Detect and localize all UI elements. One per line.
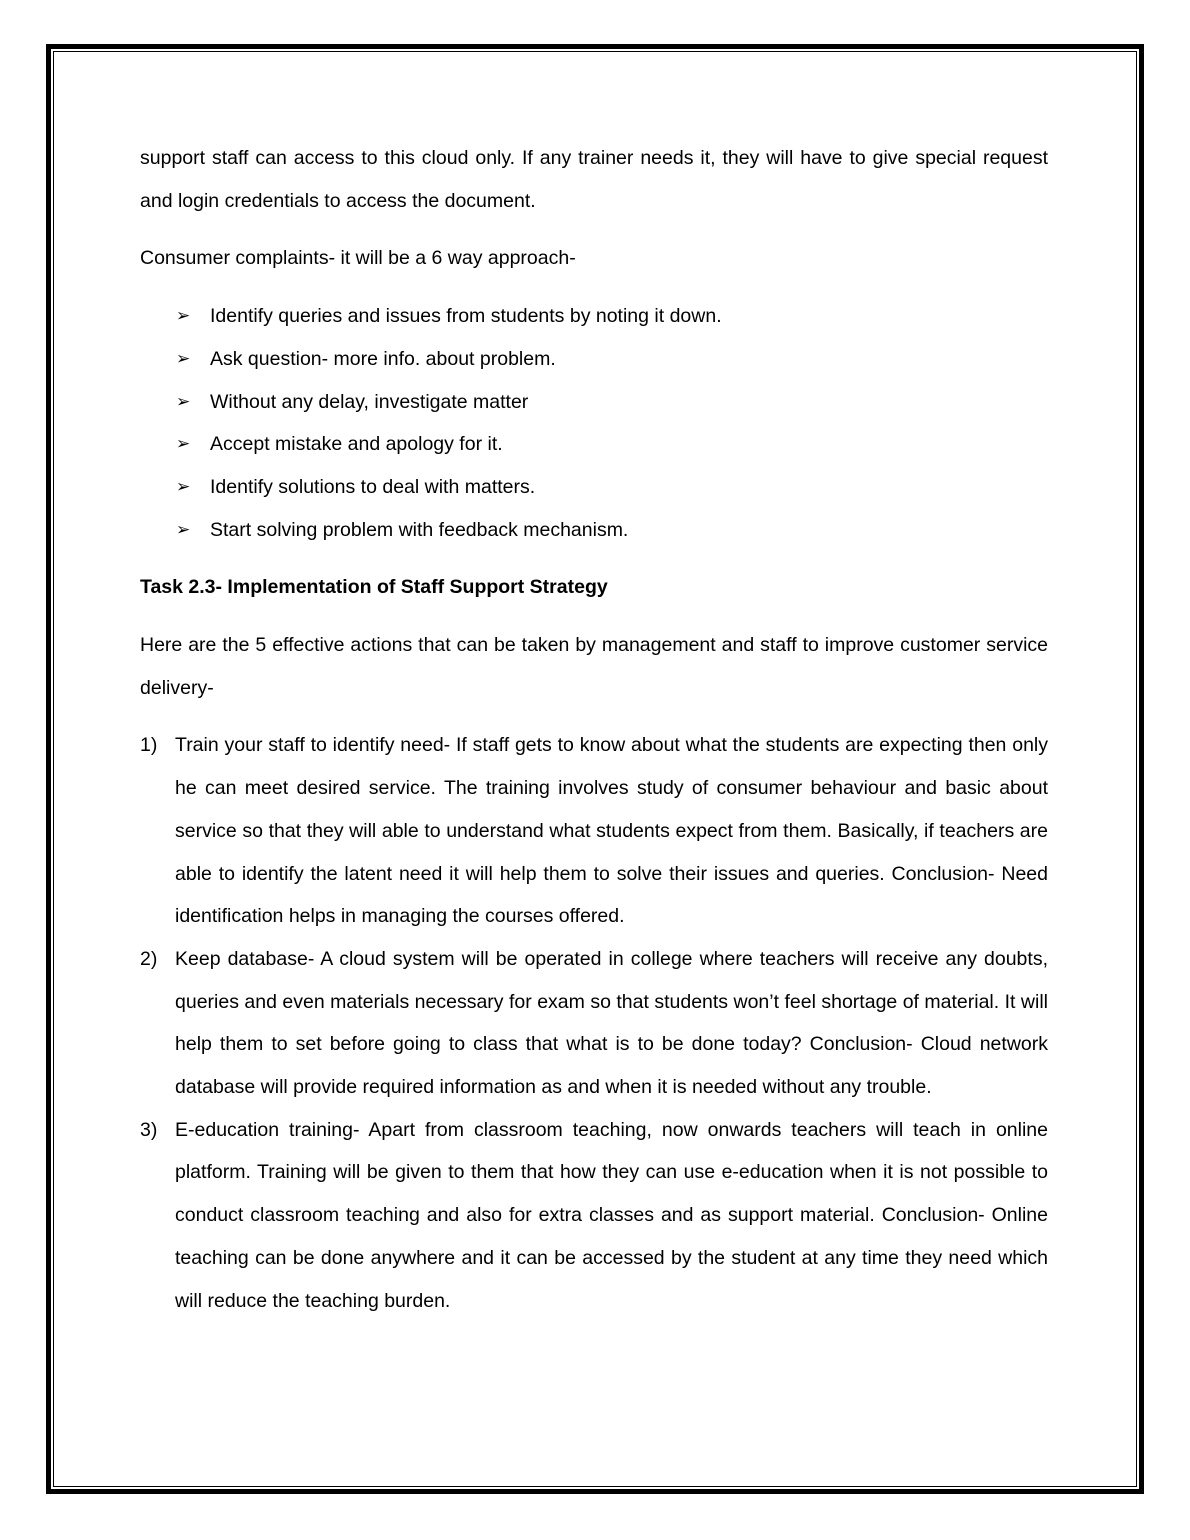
list-item [140, 466, 1048, 509]
numbered-item [140, 938, 1048, 1109]
item-number: 2) [140, 947, 158, 970]
list-item [140, 509, 1048, 552]
document-body [140, 137, 1048, 1322]
arrow-bullet-icon: ➢ [176, 348, 191, 369]
list-item-text: Ask question- more info. about problem. [210, 347, 556, 370]
numbered-item [140, 724, 1048, 938]
list-item [140, 338, 1048, 381]
actions-intro: Here are the 5 effective actions that can be taken by management and staff to improve customer service delivery- [140, 634, 1048, 699]
intro-paragraph: support staff can access to this cloud only. If any trainer needs it, they will have to give special request and login credentials to access the document. [140, 147, 1048, 212]
actions-list [140, 724, 1048, 1322]
list-item [140, 381, 1048, 424]
arrow-bullet-icon: ➢ [176, 434, 191, 455]
arrow-bullet-icon: ➢ [176, 306, 191, 327]
item-number: 1) [140, 734, 158, 757]
item-text: E-education training- Apart from classroom teaching, now onwards teachers will teach in online platform. Training will be given to them that how they can use e-education when it is not possible to conduct classroom teaching and also for extra classes and as support material. Conclusion- Online teaching can be done anywhere and it can be accessed by the student at any time they need which will reduce the teaching burden. [175, 1118, 1048, 1312]
list-item-text: Identify solutions to deal with matters. [210, 475, 536, 498]
complaints-intro: Consumer complaints- it will be a 6 way approach- [140, 247, 576, 270]
list-item [140, 295, 1048, 338]
list-item [140, 423, 1048, 466]
item-text: Train your staff to identify need- If staff gets to know about what the students are expecting then only he can meet desired service. The training involves study of consumer behaviour and basic about service so that they will able to understand what students expect from them. Basically, if teachers are able to identify the latent need it will help them to solve their issues and queries. Conclusion- Need identification helps in managing the courses offered. [175, 734, 1048, 928]
list-item-text: Without any delay, investigate matter [210, 390, 529, 413]
arrow-bullet-icon: ➢ [176, 519, 191, 540]
list-item-text: Accept mistake and apology for it. [210, 433, 503, 456]
arrow-bullet-icon: ➢ [176, 391, 191, 412]
list-item-text: Start solving problem with feedback mechanism. [210, 518, 629, 541]
arrow-bullet-icon: ➢ [176, 476, 191, 497]
item-number: 3) [140, 1118, 158, 1141]
complaint-steps-list [140, 295, 1048, 551]
item-text: Keep database- A cloud system will be operated in college where teachers will receive any doubts, queries and even materials necessary for exam so that students won’t feel shortage of material. It will help them to set before going to class that what is to be done today? Conclusion- Cloud network database will provide required information as and when it is needed without any trouble. [175, 947, 1048, 1099]
list-item-text: Identify queries and issues from students by noting it down. [210, 305, 722, 328]
numbered-item [140, 1109, 1048, 1323]
section-heading: Task 2.3- Implementation of Staff Support Strategy [140, 576, 608, 599]
